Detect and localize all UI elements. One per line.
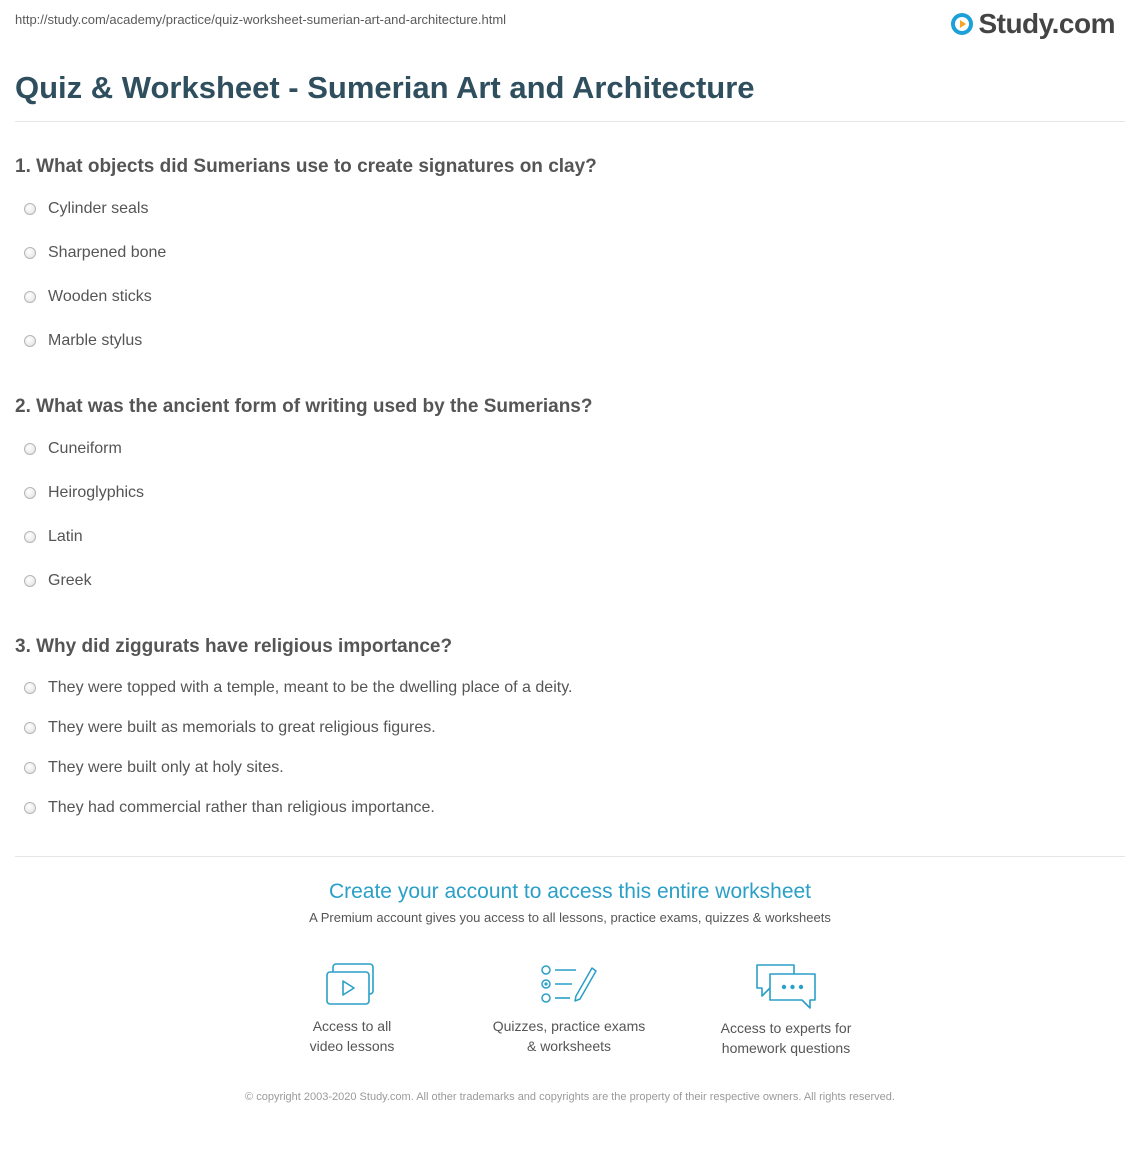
cta-subheading: A Premium account gives you access to all lessons, practice exams, quizzes & worksheets: [309, 910, 831, 925]
radio-button-icon[interactable]: [24, 802, 36, 814]
feature-quizzes: [469, 962, 669, 1056]
answer-option[interactable]: [24, 572, 92, 590]
top-bar: [15, 10, 1115, 42]
question-1: [15, 156, 1125, 349]
feature-experts: [686, 962, 886, 1058]
account-cta: [0, 880, 1140, 925]
answer-label: Latin: [48, 528, 83, 545]
answer-option[interactable]: [24, 484, 144, 502]
answer-option[interactable]: [24, 332, 142, 350]
answer-label: They were built only at holy sites.: [48, 759, 284, 776]
feature-label-line-1: Quizzes, practice exams: [492, 1018, 646, 1034]
question-text: 2. What was the ancient form of writing used by the Sumerians?: [15, 396, 593, 417]
answer-option[interactable]: [24, 679, 572, 697]
radio-button-icon[interactable]: [24, 722, 36, 734]
video-lessons-icon: [325, 962, 379, 1008]
answer-label: Marble stylus: [48, 332, 143, 349]
study-logo[interactable]: [950, 8, 1115, 40]
radio-button-icon[interactable]: [24, 443, 36, 455]
answer-option[interactable]: [24, 528, 83, 546]
answer-label: Cylinder seals: [48, 200, 149, 217]
copyright-notice: © copyright 2003-2020 Study.com. All other trademarks and copyrights are the property of their respective owners. All rights reserved.: [245, 1091, 895, 1103]
question-3: [15, 636, 1125, 816]
answer-label: Wooden sticks: [48, 288, 152, 305]
radio-button-icon[interactable]: [24, 247, 36, 259]
answer-option[interactable]: [24, 799, 435, 817]
feature-label-line-1: Access to experts for: [720, 1020, 852, 1036]
feature-label-line-2: homework questions: [721, 1040, 851, 1056]
answer-option[interactable]: [24, 200, 148, 218]
radio-button-icon[interactable]: [24, 487, 36, 499]
answer-label: Sharpened bone: [48, 244, 167, 261]
radio-button-icon[interactable]: [24, 335, 36, 347]
feature-video-lessons: [252, 962, 452, 1056]
quiz-checklist-icon: [540, 962, 598, 1008]
radio-button-icon[interactable]: [24, 291, 36, 303]
answer-label: They were built as memorials to great religious figures.: [48, 719, 436, 736]
play-logo-icon: [950, 12, 974, 36]
radio-button-icon[interactable]: [24, 575, 36, 587]
feature-label-line-2: video lessons: [309, 1038, 395, 1054]
answer-label: Heiroglyphics: [48, 484, 145, 501]
cta-heading[interactable]: Create your account to access this entire worksheet: [328, 880, 812, 903]
answer-option[interactable]: [24, 719, 436, 737]
answer-label: They had commercial rather than religious importance.: [48, 799, 435, 816]
answer-option[interactable]: [24, 244, 166, 262]
radio-button-icon[interactable]: [24, 203, 36, 215]
question-text: 1. What objects did Sumerians use to create signatures on clay?: [15, 156, 597, 177]
page-url: http://study.com/academy/practice/quiz-worksheet-sumerian-art-and-architecture.html: [15, 12, 507, 27]
radio-button-icon[interactable]: [24, 682, 36, 694]
feature-label-line-2: & worksheets: [526, 1038, 612, 1054]
logo-text: Study.com: [978, 8, 1115, 39]
answer-label: Cuneiform: [48, 440, 122, 457]
question-text: 3. Why did ziggurats have religious importance?: [15, 636, 453, 657]
title-divider: [15, 121, 1125, 122]
questions-divider: [15, 856, 1125, 857]
question-2: [15, 396, 1125, 589]
radio-button-icon[interactable]: [24, 762, 36, 774]
feature-label-line-1: Access to all: [312, 1018, 392, 1034]
answer-option[interactable]: [24, 440, 122, 458]
page-title: Quiz & Worksheet - Sumerian Art and Architecture: [15, 70, 755, 105]
answer-label: Greek: [48, 572, 92, 589]
radio-button-icon[interactable]: [24, 531, 36, 543]
chat-bubbles-icon: [754, 962, 818, 1010]
answer-option[interactable]: [24, 288, 152, 306]
answer-option[interactable]: [24, 759, 284, 777]
answer-label: They were topped with a temple, meant to be the dwelling place of a deity.: [48, 679, 573, 696]
